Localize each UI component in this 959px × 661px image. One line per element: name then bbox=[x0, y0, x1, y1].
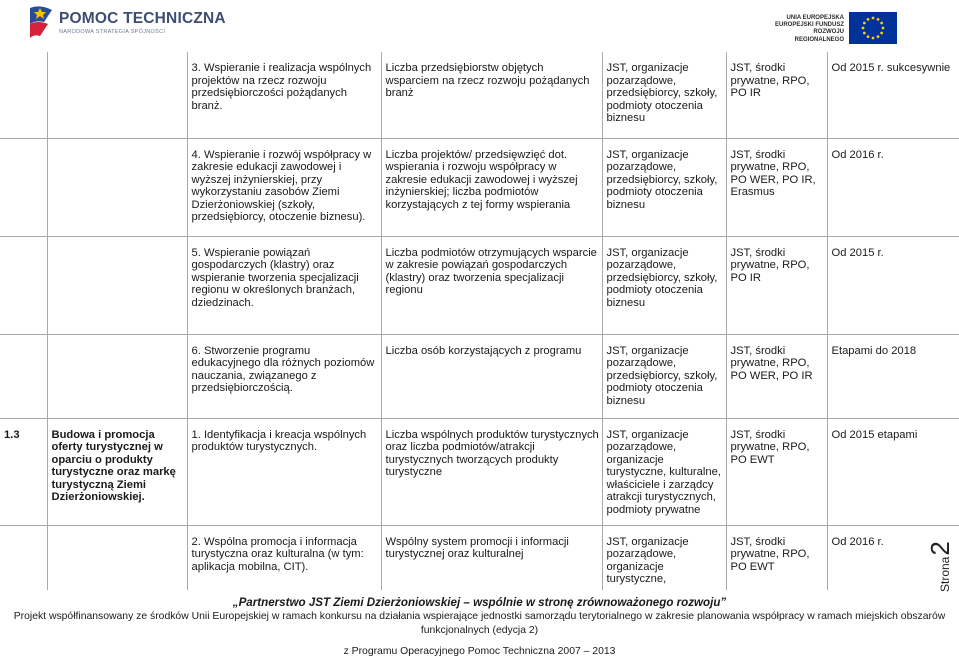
goal-name: Budowa i promocja oferty turystycznej w oparciu o produkty turystyczne oraz markę turystyczną Ziemi Dzierżoniowskiej. bbox=[47, 418, 187, 525]
eu-star-icon bbox=[880, 32, 883, 35]
goal-name bbox=[47, 138, 187, 236]
logo-flag-icon bbox=[26, 2, 56, 46]
eu-logo bbox=[772, 12, 898, 44]
eu-star-icon bbox=[877, 18, 880, 21]
partners-cell: JST, organizacje pozarządowe, przedsiębiorcy, szkoły, podmioty otoczenia biznesu bbox=[602, 334, 726, 418]
action-cell: 3. Wspieranie i realizacja wspólnych projektów na rzecz rozwoju przedsiębiorczości pożądanych branż. bbox=[187, 52, 381, 138]
eu-star-icon bbox=[872, 17, 875, 20]
eu-line-3: ROZWOJU REGIONALNEGO bbox=[794, 29, 844, 43]
table-row bbox=[0, 236, 959, 334]
goal-number: 1.3 bbox=[0, 418, 47, 525]
eu-star-icon bbox=[867, 35, 870, 38]
goal-name bbox=[47, 525, 187, 590]
partners-cell: JST, organizacje pozarządowe, przedsiębiorcy, szkoły, podmioty otoczenia biznesu bbox=[602, 138, 726, 236]
eu-star-icon bbox=[863, 32, 866, 35]
time-cell: Od 2015 r. sukcesywnie bbox=[827, 52, 959, 138]
indicator-cell: Liczba przedsiębiorstw objętych wsparciem na rzecz rozwoju pożądanych branż bbox=[381, 52, 602, 138]
partners-cell: JST, organizacje pozarządowe, organizacje turystyczne, bbox=[602, 525, 726, 590]
eu-star-icon bbox=[882, 27, 885, 30]
logo-title: POMOC TECHNICZNA bbox=[59, 10, 226, 27]
eu-star-icon bbox=[863, 22, 866, 25]
indicator-cell: Liczba osób korzystających z programu bbox=[381, 334, 602, 418]
eu-line-1: UNIA EUROPEJSKA bbox=[786, 15, 844, 21]
footer-title: „Partnerstwo JST Ziemi Dzierżoniowskiej – wspólnie w stronę zrównoważonego rozwoju” bbox=[232, 596, 727, 609]
action-cell: 2. Wspólna promocja i informacja turystyczna oraz kulturalna (w tym: aplikacja mobilna, CIT). bbox=[187, 525, 381, 590]
table-row bbox=[0, 525, 959, 590]
eu-star-icon bbox=[877, 35, 880, 38]
eu-flag-icon bbox=[849, 12, 897, 44]
goal-name bbox=[47, 334, 187, 418]
funding-cell: JST, środki prywatne, RPO, PO IR bbox=[726, 52, 827, 138]
eu-line-2: EUROPEJSKI FUNDUSZ bbox=[774, 22, 844, 29]
partners-cell: JST, organizacje pozarządowe, przedsiębiorcy, szkoły, podmioty otoczenia biznesu bbox=[602, 52, 726, 138]
indicator-cell: Liczba projektów/ przedsięwzięć dot. wspierania i rozwoju współpracy w zakresie edukacji zawodowej i wyższej inżynierskiej; liczba podmiotów korzystających z tej formy wspierania bbox=[381, 138, 602, 236]
eu-star-icon bbox=[867, 18, 870, 21]
page-number-value: 2 bbox=[925, 541, 955, 556]
action-cell: 6. Stworzenie programu edukacyjnego dla różnych poziomów nauczania, związanego z przedsiębiorczością. bbox=[187, 334, 381, 418]
indicator-cell: Wspólny system promocji i informacji turystycznej oraz kulturalnej bbox=[381, 525, 602, 590]
goal-number bbox=[0, 236, 47, 334]
funding-cell: JST, środki prywatne, RPO, PO WER, PO IR, Erasmus bbox=[726, 138, 827, 236]
table-row bbox=[0, 52, 959, 138]
partners-cell: JST, organizacje pozarządowe, przedsiębiorcy, szkoły, podmioty otoczenia biznesu bbox=[602, 236, 726, 334]
indicator-cell: Liczba podmiotów otrzymujących wsparcie w zakresie powiązań gospodarczych (klastry) oraz tworzenia specjalizacji regionu bbox=[381, 236, 602, 334]
time-cell: Od 2016 r. bbox=[827, 525, 959, 590]
funding-cell: JST, środki prywatne, RPO, PO EWT bbox=[726, 525, 827, 590]
goal-name bbox=[47, 236, 187, 334]
eu-star-icon bbox=[872, 37, 875, 40]
footer-funding-note: Projekt współfinansowany ze środków Unii Europejskiej w ramach konkursu na działania wspierające jednostki samorządu terytorialnego w zakresie planowania współpracy w ramach miejskich obszarów funkcjonalnych (edycja 2) bbox=[13, 611, 946, 636]
pomoc-techniczna-logo bbox=[26, 2, 226, 48]
table-row bbox=[0, 418, 959, 525]
action-cell: 1. Identyfikacja i kreacja wspólnych produktów turystycznych. bbox=[187, 418, 381, 525]
goal-number bbox=[0, 52, 47, 138]
action-plan-table bbox=[0, 52, 959, 590]
page-label: Strona bbox=[938, 556, 952, 592]
indicator-cell: Liczba wspólnych produktów turystycznych oraz liczba podmiotów/atrakcji turystycznych tworzących produkty turystyczne bbox=[381, 418, 602, 525]
eu-logo-text bbox=[772, 15, 844, 44]
action-cell: 4. Wspieranie i rozwój współpracy w zakresie edukacji zawodowej i wyższej inżynierskiej, przy wykorzystaniu zasobów Ziemi Dzierżoniowskiej (szkoły, przedsiębiorcy, otoczenie biznesu). bbox=[187, 138, 381, 236]
time-cell: Od 2015 etapami bbox=[827, 418, 959, 525]
time-cell: Od 2016 r. bbox=[827, 138, 959, 236]
footer-program-note: z Programu Operacyjnego Pomoc Techniczna 2007 – 2013 bbox=[343, 646, 616, 657]
time-cell: Etapami do 2018 bbox=[827, 334, 959, 418]
eu-star-icon bbox=[880, 22, 883, 25]
action-cell: 5. Wspieranie powiązań gospodarczych (klastry) oraz wspieranie tworzenia specjalizacji regionu w określonych branżach, dziedzinach. bbox=[187, 236, 381, 334]
goal-name bbox=[47, 52, 187, 138]
logo-subtitle: NARODOWA STRATEGIA SPÓJNOŚCI bbox=[59, 29, 166, 35]
goal-number bbox=[0, 525, 47, 590]
table-row bbox=[0, 334, 959, 418]
page-number bbox=[905, 532, 959, 600]
time-cell: Od 2015 r. bbox=[827, 236, 959, 334]
table-row bbox=[0, 138, 959, 236]
goal-number bbox=[0, 334, 47, 418]
funding-cell: JST, środki prywatne, RPO, PO EWT bbox=[726, 418, 827, 525]
funding-cell: JST, środki prywatne, RPO, PO IR bbox=[726, 236, 827, 334]
goal-number bbox=[0, 138, 47, 236]
funding-cell: JST, środki prywatne, RPO, PO WER, PO IR bbox=[726, 334, 827, 418]
partners-cell: JST, organizacje pozarządowe, organizacje turystyczne, kulturalne, właściciele i zarządcy atrakcji turystycznych, podmioty prywatne bbox=[602, 418, 726, 525]
eu-star-icon bbox=[862, 27, 865, 30]
